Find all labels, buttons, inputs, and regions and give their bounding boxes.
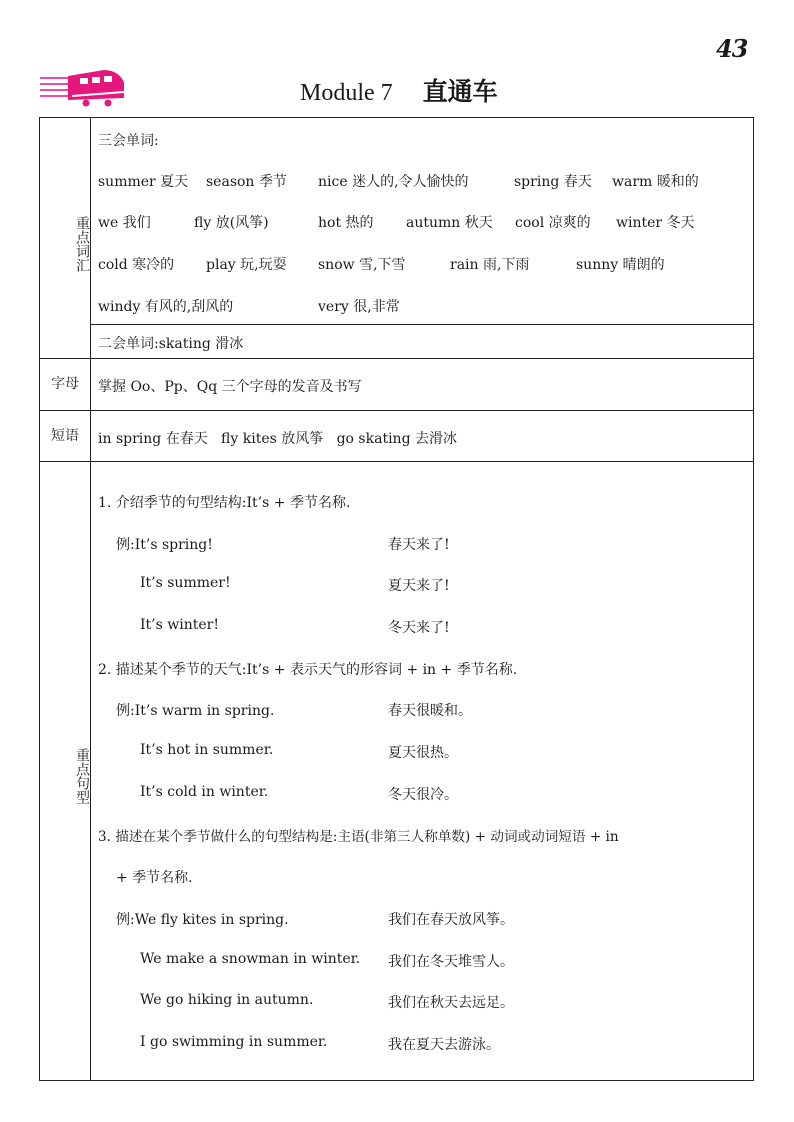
example-en: It’s cold in winter. (140, 784, 269, 800)
example-cn: 冬天来了! (388, 620, 450, 636)
sentence-pattern-2: 2. 描述某个季节的天气:It’s + 表示天气的形容词 + in + 季节名称. (98, 662, 518, 678)
letters-text: 掌握 Oo、Pp、Qq 三个字母的发音及书写 (98, 379, 362, 395)
example-en: It’s summer! (140, 575, 231, 591)
sentence-pattern-1: 1. 介绍季节的句型结构:It’s + 季节名称. (98, 495, 351, 511)
vocab-word: rain 雨,下雨 (450, 257, 530, 273)
vocab-row (0, 212, 794, 230)
vocab-word: cold 寒冷的 (98, 257, 175, 273)
train-logo-icon (38, 66, 128, 108)
vocab-word: nice 迷人的,令人愉快的 (318, 174, 469, 190)
sentences-label: 重点句型 (74, 748, 90, 804)
example-en: It’s hot in summer. (140, 742, 274, 758)
example-en: We make a snowman in winter. (140, 951, 361, 967)
vocab-label: 重点词汇 (74, 216, 90, 272)
example-cn: 我们在秋天去远足。 (388, 995, 514, 1011)
vocab-row (0, 171, 794, 189)
example-en: It’s winter! (140, 617, 219, 633)
vocab-word: season 季节 (206, 174, 287, 190)
sentence-pattern-3-cont: + 季节名称. (116, 870, 193, 886)
title-cn: 直通车 (422, 77, 498, 106)
example-cn: 夏天来了! (388, 578, 450, 594)
example-cn: 我在夏天去游泳。 (388, 1037, 500, 1053)
divider-vocab-letters (39, 358, 754, 359)
vocab-word: windy 有风的,刮风的 (98, 299, 234, 315)
sentence-pattern-3: 3. 描述在某个季节做什么的句型结构是:主语(非第三人称单数) + 动词或动词短语 + in (98, 829, 619, 845)
example-cn: 冬天很冷。 (388, 787, 458, 803)
phrases-text: in spring 在春天 fly kites 放风筝 go skating 去滑冰 (98, 431, 457, 447)
divider-vocab-inner (90, 324, 754, 325)
page-title (300, 72, 498, 108)
page-number: 43 (716, 34, 748, 63)
example-cn: 我们在冬天堆雪人。 (388, 954, 514, 970)
vocab-word: winter 冬天 (616, 215, 695, 231)
example-en: I go swimming in summer. (140, 1034, 328, 1050)
example-cn: 春天很暖和。 (388, 703, 472, 719)
two-level-words: 二会单词:skating 滑冰 (98, 336, 244, 352)
vocab-word: hot 热的 (318, 215, 374, 231)
module-label: Module 7 (300, 80, 393, 106)
letters-label: 字母 (51, 376, 79, 392)
vocab-word: snow 雪,下雪 (318, 257, 406, 273)
vocab-row (0, 254, 794, 272)
divider-phrases-sentences (39, 461, 754, 462)
vocab-word: summer 夏天 (98, 174, 189, 190)
phrases-label: 短语 (51, 428, 79, 444)
vocab-word: autumn 秋天 (406, 215, 493, 231)
vocab-row (0, 296, 794, 314)
vocab-word: play 玩,玩耍 (206, 257, 287, 273)
example-en: 例:It’s warm in spring. (116, 703, 275, 719)
example-en: We go hiking in autumn. (140, 992, 314, 1008)
example-cn: 春天来了! (388, 537, 450, 553)
vocab-word: sunny 晴朗的 (576, 257, 665, 273)
vocab-word: spring 春天 (514, 174, 592, 190)
vocab-word: warm 暖和的 (612, 174, 699, 190)
three-level-words-title: 三会单词: (98, 133, 159, 149)
example-en: 例:It’s spring! (116, 537, 213, 553)
vocab-word: we 我们 (98, 215, 151, 231)
vocab-word: very 很,非常 (318, 299, 400, 315)
vocab-word: cool 凉爽的 (515, 215, 591, 231)
example-cn: 我们在春天放风筝。 (388, 912, 514, 928)
example-en: 例:We fly kites in spring. (116, 912, 289, 928)
divider-letters-phrases (39, 410, 754, 411)
vocab-word: fly 放(风筝) (194, 215, 269, 231)
example-cn: 夏天很热。 (388, 745, 458, 761)
